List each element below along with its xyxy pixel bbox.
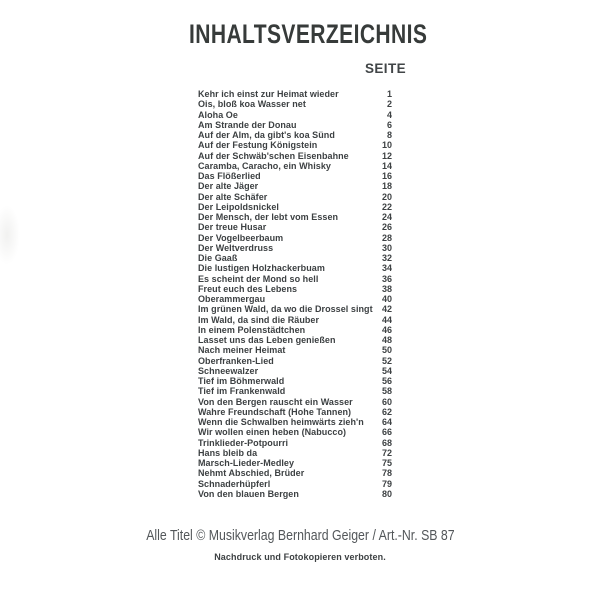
toc-row bbox=[198, 202, 392, 212]
toc-entry-page: 44 bbox=[381, 314, 392, 325]
toc-entry-title: Nach meiner Heimat bbox=[198, 345, 286, 356]
toc-entry-title: Es scheint der Mond so hell bbox=[198, 273, 319, 284]
toc-entry-title: Oberammergau bbox=[198, 294, 266, 304]
toc-row bbox=[198, 222, 392, 232]
toc-entry-page: 36 bbox=[381, 273, 392, 284]
toc-row bbox=[198, 253, 392, 263]
footer-notice-text: Nachdruck und Fotokopieren verboten. bbox=[214, 552, 386, 562]
toc-row bbox=[198, 479, 392, 489]
toc-row bbox=[198, 233, 392, 243]
toc-entry-page: 18 bbox=[381, 181, 392, 192]
toc-row bbox=[198, 140, 392, 150]
toc-entry-title: Im Wald, da sind die Räuber bbox=[198, 314, 320, 325]
toc-entry-title: Der Weltverdruss bbox=[198, 242, 274, 253]
toc-entry-page: 66 bbox=[381, 427, 392, 438]
toc-entry-title: Hans bleib da bbox=[198, 447, 258, 458]
toc-entry-title: Schnaderhüpferl bbox=[198, 478, 271, 489]
toc-row bbox=[198, 345, 392, 355]
toc-row bbox=[198, 335, 392, 345]
toc-entry-page: 30 bbox=[381, 242, 392, 253]
toc-entry-page: 10 bbox=[381, 140, 392, 151]
toc-entry-page: 46 bbox=[381, 324, 392, 335]
toc-entry-page: 1 bbox=[386, 89, 392, 99]
toc-row bbox=[198, 489, 392, 499]
toc-row bbox=[198, 284, 392, 294]
toc-entry-page: 60 bbox=[381, 396, 392, 407]
toc-entry-page: 79 bbox=[381, 478, 392, 489]
toc-entry-page: 16 bbox=[381, 171, 392, 181]
toc-row bbox=[198, 89, 392, 99]
toc-entry-title: Wenn die Schwalben heimwärts zieh'n bbox=[198, 417, 364, 427]
toc-entry-page: 52 bbox=[381, 355, 392, 366]
toc-row bbox=[198, 448, 392, 458]
toc-entry-title: Trinklieder-Potpourri bbox=[198, 437, 289, 448]
toc-row bbox=[198, 161, 392, 171]
toc-entry-page: 40 bbox=[381, 294, 392, 304]
toc-entry-title: Wahre Freundschaft (Hohe Tannen) bbox=[198, 406, 352, 417]
toc-entry-title: Marsch-Lieder-Medley bbox=[198, 458, 295, 468]
toc-entry-page: 12 bbox=[381, 150, 392, 161]
toc-entry-title: Wir wollen einen heben (Nabucco) bbox=[198, 427, 347, 438]
toc-entry-title: Von den Bergen rauscht ein Wasser bbox=[198, 396, 353, 407]
toc-entry-page: 54 bbox=[381, 365, 392, 376]
toc-entry-page: 6 bbox=[386, 119, 392, 130]
toc-entry-title: Lasset uns das Leben genießen bbox=[198, 335, 336, 345]
toc-entry-page: 28 bbox=[381, 232, 392, 243]
toc-row bbox=[198, 304, 392, 314]
toc-entry-title: In einem Polenstädtchen bbox=[198, 324, 306, 335]
page-title: INHALTSVERZEICHNIS bbox=[189, 19, 428, 49]
toc-entry-page: 2 bbox=[386, 99, 392, 110]
toc-row bbox=[198, 427, 392, 437]
toc-entry-title: Tief im Frankenwald bbox=[198, 386, 286, 397]
footer-copyright-text: Alle Titel © Musikverlag Bernhard Geiger / Art.-Nr. SB 87 bbox=[145, 528, 455, 544]
toc-entry-title: Der treue Husar bbox=[198, 222, 267, 233]
toc-row bbox=[198, 274, 392, 284]
toc-entry-page: 78 bbox=[381, 468, 392, 479]
toc-row bbox=[198, 325, 392, 335]
toc-entry-page: 64 bbox=[381, 417, 392, 427]
toc-entry-page: 80 bbox=[381, 488, 392, 499]
toc-entry-title: Kehr ich einst zur Heimat wieder bbox=[198, 89, 339, 99]
toc-row bbox=[198, 376, 392, 386]
toc-entry-page: 34 bbox=[381, 263, 392, 274]
toc-entry-title: Der Vogelbeerbaum bbox=[198, 232, 284, 243]
toc-row bbox=[198, 356, 392, 366]
toc-entry-title: Der Leipoldsnickel bbox=[198, 201, 279, 212]
toc-entry-title: Oberfranken-Lied bbox=[198, 355, 274, 366]
toc-entry-title: Caramba, Caracho, ein Whisky bbox=[198, 160, 331, 171]
toc-entry-title: Von den blauen Bergen bbox=[198, 488, 299, 499]
toc-entry-page: 38 bbox=[381, 283, 392, 294]
toc-row bbox=[198, 99, 392, 109]
toc-entry-title: Auf der Festung Königstein bbox=[198, 140, 318, 151]
toc-entry-title: Die Gaaß bbox=[198, 253, 238, 263]
toc-entry-page: 4 bbox=[386, 109, 392, 120]
toc-row bbox=[198, 192, 392, 202]
toc-entry-page: 75 bbox=[381, 458, 392, 468]
toc-entry-page: 22 bbox=[381, 201, 392, 212]
toc-entry-page: 50 bbox=[381, 345, 392, 356]
toc-entry-page: 62 bbox=[381, 406, 392, 417]
toc-entry-title: Der alte Jäger bbox=[198, 181, 259, 192]
toc-row bbox=[198, 458, 392, 468]
toc-row bbox=[198, 407, 392, 417]
toc-entry-title: Die lustigen Holzhackerbuam bbox=[198, 263, 325, 274]
toc-entry-page: 26 bbox=[381, 222, 392, 233]
toc-entry-page: 14 bbox=[381, 160, 392, 171]
toc-row bbox=[198, 243, 392, 253]
toc-entry-page: 56 bbox=[381, 376, 392, 386]
footer-copyright-line bbox=[0, 527, 600, 545]
toc-entry-title: Aloha Oe bbox=[198, 109, 238, 120]
toc-entry-page: 68 bbox=[381, 437, 392, 448]
toc-row bbox=[198, 130, 392, 140]
toc-entry-title: Das Flößerlied bbox=[198, 171, 261, 181]
toc-row bbox=[198, 151, 392, 161]
toc-entry-page: 24 bbox=[381, 212, 392, 222]
toc-row bbox=[198, 263, 392, 273]
toc-entry-page: 20 bbox=[381, 191, 392, 202]
toc-entry-title: Der alte Schäfer bbox=[198, 191, 268, 202]
toc-entry-page: 48 bbox=[381, 335, 392, 345]
scan-smudge bbox=[0, 205, 20, 265]
toc-row bbox=[198, 212, 392, 222]
toc-entry-title: Der Mensch, der lebt vom Essen bbox=[198, 212, 339, 222]
toc-entry-title: Im grünen Wald, da wo die Drossel singt bbox=[198, 304, 373, 315]
toc-row bbox=[198, 397, 392, 407]
toc-entry-title: Ois, bloß koa Wasser net bbox=[198, 99, 306, 110]
toc-list bbox=[198, 89, 392, 499]
toc-row bbox=[198, 110, 392, 120]
toc-entry-title: Schneewalzer bbox=[198, 365, 259, 376]
page-column-header: SEITE bbox=[365, 61, 407, 76]
toc-entry-page: 8 bbox=[386, 130, 392, 140]
toc-entry-page: 58 bbox=[381, 386, 392, 397]
toc-row bbox=[198, 120, 392, 130]
toc-entry-title: Nehmt Abschied, Brüder bbox=[198, 468, 305, 479]
toc-entry-title: Auf der Alm, da gibt's koa Sünd bbox=[198, 130, 335, 140]
toc-entry-title: Freut euch des Lebens bbox=[198, 283, 298, 294]
toc-entry-title: Tief im Böhmerwald bbox=[198, 376, 285, 386]
toc-row bbox=[198, 181, 392, 191]
toc-row bbox=[198, 386, 392, 396]
toc-row bbox=[198, 417, 392, 427]
toc-row bbox=[198, 315, 392, 325]
toc-entry-page: 72 bbox=[381, 447, 392, 458]
toc-entry-title: Am Strande der Donau bbox=[198, 119, 297, 130]
toc-entry-page: 42 bbox=[381, 304, 392, 315]
toc-row bbox=[198, 366, 392, 376]
toc-row bbox=[198, 171, 392, 181]
toc-entry-page: 32 bbox=[381, 253, 392, 263]
toc-row bbox=[198, 294, 392, 304]
toc-row bbox=[198, 468, 392, 478]
toc-entry-title: Auf der Schwäb'schen Eisenbahne bbox=[198, 150, 349, 161]
toc-row bbox=[198, 438, 392, 448]
